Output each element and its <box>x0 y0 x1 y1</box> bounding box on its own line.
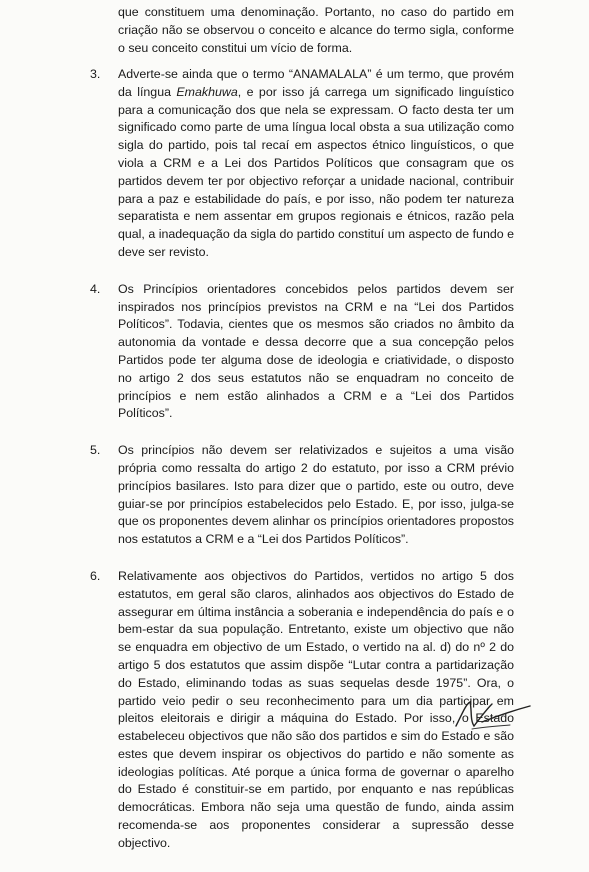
numbered-list <box>90 66 514 872</box>
item-text: Os Princípios orientadores concebidos pelos partidos devem ser inspirados nos princípios previstos na CRM e na “Lei dos Partidos Políticos”. Todavia, cientes que os mesmos são criados no âmbito da autonomia da vontade e dessa decorre que a sua concepção pelos Partidos pode ter alguma dose de ideologia e criatividade, o disposto no artigo 2 dos seus estatutos não se enquadram no conceito de princípios e nem estão alinhados a CRM e a “Lei dos Partidos Políticos”. <box>118 281 514 421</box>
item-text: Os princípios não devem ser relativizados e sujeitos a uma visão própria como ressalta do artigo 2 do estatuto, por isso a CRM prévio princípios basilares. Isto para dizer que o partido, este ou outro, deve guiar-se por princípios estabelecidos pelo Estado. E, por isso, julga-se que os proponentes devem alinhar os princípios orientadores propostos nos estatutos a CRM e a “Lei dos Partidos Políticos”. <box>118 443 514 547</box>
item-number: 6. <box>90 568 101 583</box>
item-number: 3. <box>90 67 101 81</box>
handwritten-signature <box>452 696 532 732</box>
list-item-3 <box>90 66 514 262</box>
item-text-part: Adverte-se ainda que o termo “ANAMALALA” é um termo, que provém da língua <box>118 67 514 99</box>
emphasized-word: Emakhuwa <box>176 84 238 99</box>
item-text <box>118 66 514 262</box>
item-text-part: , e por isso já carrega um significado linguístico para a comunicação dos que nela se expressam. O facto desta ter um significado como parte de uma língua local obsta a sua utilização como sigla do partido, pois tal recaí em aspectos étnico linguísticos, o que viola a CRM e a Lei dos Partidos Políticos que consagram que os partidos devem ter por objectivo reforçar a unidade nacional, contribuir para a paz e estabilidade do país, e por isso, não podem ter natureza separatista e nem assentar em grupos regionais e étnicos, razão pela qual, a inadequação da sigla do partido constituí um aspecto de fundo e deve ser revisto. <box>118 84 514 259</box>
item-text: Relativamente aos objectivos do Partidos, vertidos no artigo 5 dos estatutos, em geral são claros, alinhados aos objectivos do Estado de assegurar em última instância a soberania e independência do país e o bem-estar da sua população. Entretanto, existe um objectivo que não se enquadra em objectivo de um Estado, o vertido na al. d) do nº 2 do artigo 5 dos estatutos que assim dispõe “Lutar contra a partidarização do Estado, eliminando todas as suas sequelas desde 1975”. Ora, o partido veio pedir o seu reconhecimento para um dia participar em pleitos eleitorais e dirigir a máquina do Estado. Por isso, o Estado estabeleceu objectivos que não são dos partidos e sim do Estado e são estes que devem inspirar os objectivos do partido e não somente as ideologias políticas. Até porque a única forma de governar o aparelho do Estado é constituir-se em partido, por enquanto e nas repúblicas democráticas. Embora não seja uma questão de fundo, ainda assim recomenda-se aos proponentes considerar a supressão desse objectivo. <box>118 568 514 850</box>
list-item-6 <box>90 568 514 853</box>
list-item-5 <box>90 442 514 549</box>
continuation-paragraph: que constituem uma denominação. Portanto, no caso do partido em criação não se observou o conceito e alcance do termo sigla, conforme o seu conceito constitui um vício de forma. <box>118 5 514 55</box>
item-number: 5. <box>90 443 101 458</box>
item-number: 4. <box>90 281 101 296</box>
list-item-4 <box>90 281 514 423</box>
